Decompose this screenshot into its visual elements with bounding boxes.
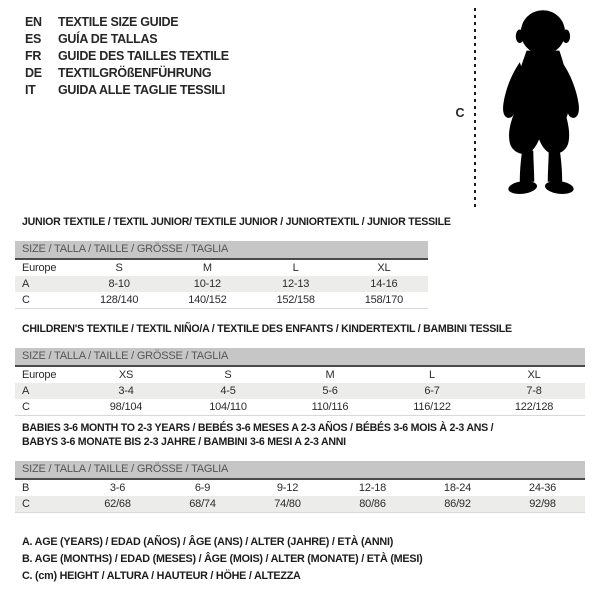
row-label: A	[22, 385, 30, 397]
language-code: DE	[25, 66, 42, 80]
legend-line: A. AGE (YEARS) / EDAD (AÑOS) / ÂGE (ANS) / ALTER (JAHRE) / ETÀ (ANNI)	[22, 536, 394, 548]
table-row	[15, 366, 585, 383]
language-title: GUÍA DE TALLAS	[58, 32, 158, 46]
language-title: GUIDE DES TAILLES TEXTILE	[58, 49, 229, 63]
size-cell: 5-6	[322, 385, 338, 397]
row-label: A	[22, 278, 30, 290]
size-table	[15, 461, 585, 513]
size-cell: L	[429, 369, 435, 381]
table-heading: BABYS 3-6 MONATE BIS 2-3 JAHRE / BAMBINI 3-6 MESI A 2-3 ANNI	[22, 436, 346, 448]
table-row	[15, 292, 428, 309]
size-cell: 122/128	[514, 401, 554, 413]
row-label: Europe	[22, 262, 57, 274]
size-cell: 104/110	[209, 401, 247, 413]
row-label: C	[22, 294, 30, 306]
size-cell: 92/98	[529, 498, 556, 510]
size-header: SIZE / TALLA / TAILLE / GRÖSSE / TAGLIA	[15, 241, 428, 259]
row-label: C	[22, 401, 30, 413]
size-header-row	[15, 461, 585, 479]
size-cell: M	[325, 369, 335, 381]
language-title: TEXTILE SIZE GUIDE	[58, 15, 179, 29]
language-title-list	[25, 14, 229, 99]
baby-silhouette-icon	[488, 8, 594, 208]
language-row	[25, 14, 229, 31]
size-table	[15, 348, 585, 416]
size-cell: 62/68	[104, 498, 131, 510]
babies-textile-section	[15, 421, 585, 513]
size-cell: 140/152	[188, 294, 227, 306]
size-cell: 80/86	[359, 498, 386, 510]
table-row	[15, 276, 428, 292]
language-row	[25, 48, 229, 65]
language-row	[25, 31, 229, 48]
table-row	[15, 479, 585, 496]
language-code: EN	[25, 15, 42, 29]
table-row	[15, 399, 585, 416]
size-cell: 74/80	[274, 498, 301, 510]
size-cell: 98/104	[109, 401, 143, 413]
size-cell: 12-13	[282, 278, 310, 290]
size-cell: 18-24	[443, 482, 472, 494]
row-label: B	[22, 482, 30, 494]
table-heading: CHILDREN'S TEXTILE / TEXTIL NIÑO/A / TEXTILE DES ENFANTS / KINDERTEXTIL / BAMBINI TESSILE	[22, 323, 512, 335]
size-cell: S	[224, 369, 232, 381]
size-cell: 8-10	[108, 278, 130, 290]
size-cell: 4-5	[220, 385, 236, 397]
language-row	[25, 82, 229, 99]
height-c-label: C	[455, 106, 465, 120]
size-cell: 14-16	[370, 278, 398, 290]
size-cell: 9-12	[276, 482, 299, 494]
size-cell: 86/92	[444, 498, 471, 510]
table-row	[15, 496, 585, 513]
height-dotted-line	[474, 8, 476, 210]
size-cell: XL	[377, 262, 391, 274]
size-cell: 10-12	[193, 278, 221, 290]
table-heading: JUNIOR TEXTILE / TEXTIL JUNIOR/ TEXTILE JUNIOR / JUNIORTEXTIL / JUNIOR TESSILE	[22, 216, 451, 228]
table-row	[15, 383, 585, 399]
language-title: GUIDA ALLE TAGLIE TESSILI	[58, 83, 226, 97]
language-code: FR	[25, 49, 42, 63]
size-cell: 7-8	[526, 385, 542, 397]
language-title: TEXTILGRÖßENFÜHRUNG	[58, 66, 212, 80]
row-label: Europe	[22, 369, 57, 381]
size-cell: 6-9	[194, 482, 211, 494]
size-cell: 116/122	[413, 401, 451, 413]
legend-line: B. AGE (MONTHS) / EDAD (MESES) / ÂGE (MOIS) / ALTER (MONATE) / ETÀ (MESI)	[22, 553, 423, 565]
table-row	[15, 259, 428, 276]
size-cell: 158/170	[364, 294, 404, 306]
size-cell: 3-6	[109, 482, 126, 494]
size-cell: 24-36	[528, 482, 557, 494]
size-cell: M	[202, 262, 212, 274]
size-cell: 6-7	[424, 385, 440, 397]
size-cell: L	[292, 262, 299, 274]
height-figure	[452, 8, 594, 212]
size-cell: 12-18	[358, 482, 387, 494]
size-cell: S	[115, 262, 123, 274]
size-cell: XS	[118, 369, 134, 381]
size-header: SIZE / TALLA / TAILLE / GRÖSSE / TAGLIA	[15, 461, 585, 479]
size-cell: 152/158	[276, 294, 315, 306]
size-cell: 128/140	[99, 294, 139, 306]
table-heading: BABIES 3-6 MONTH TO 2-3 YEARS / BEBÉS 3-6 MESES A 2-3 AÑOS / BÉBÉS 3-6 MOIS À 2-3 ANS /	[22, 422, 494, 434]
language-code: ES	[25, 32, 42, 46]
children-textile-section	[15, 322, 585, 416]
size-cell: 110/116	[311, 401, 349, 413]
measurement-legend	[22, 534, 422, 585]
row-label: C	[22, 498, 30, 510]
size-header: SIZE / TALLA / TAILLE / GRÖSSE / TAGLIA	[15, 348, 585, 366]
size-header-row	[15, 241, 428, 259]
legend-line: C. (cm) HEIGHT / ALTURA / HAUTEUR / HÖHE / ALTEZZA	[22, 570, 301, 582]
language-row	[25, 65, 229, 82]
language-code: IT	[25, 83, 36, 97]
size-table	[15, 241, 428, 309]
size-cell: 68/74	[189, 498, 216, 510]
junior-textile-section	[15, 215, 451, 309]
size-cell: XL	[527, 369, 541, 381]
size-header-row	[15, 348, 585, 366]
size-cell: 3-4	[118, 385, 134, 397]
